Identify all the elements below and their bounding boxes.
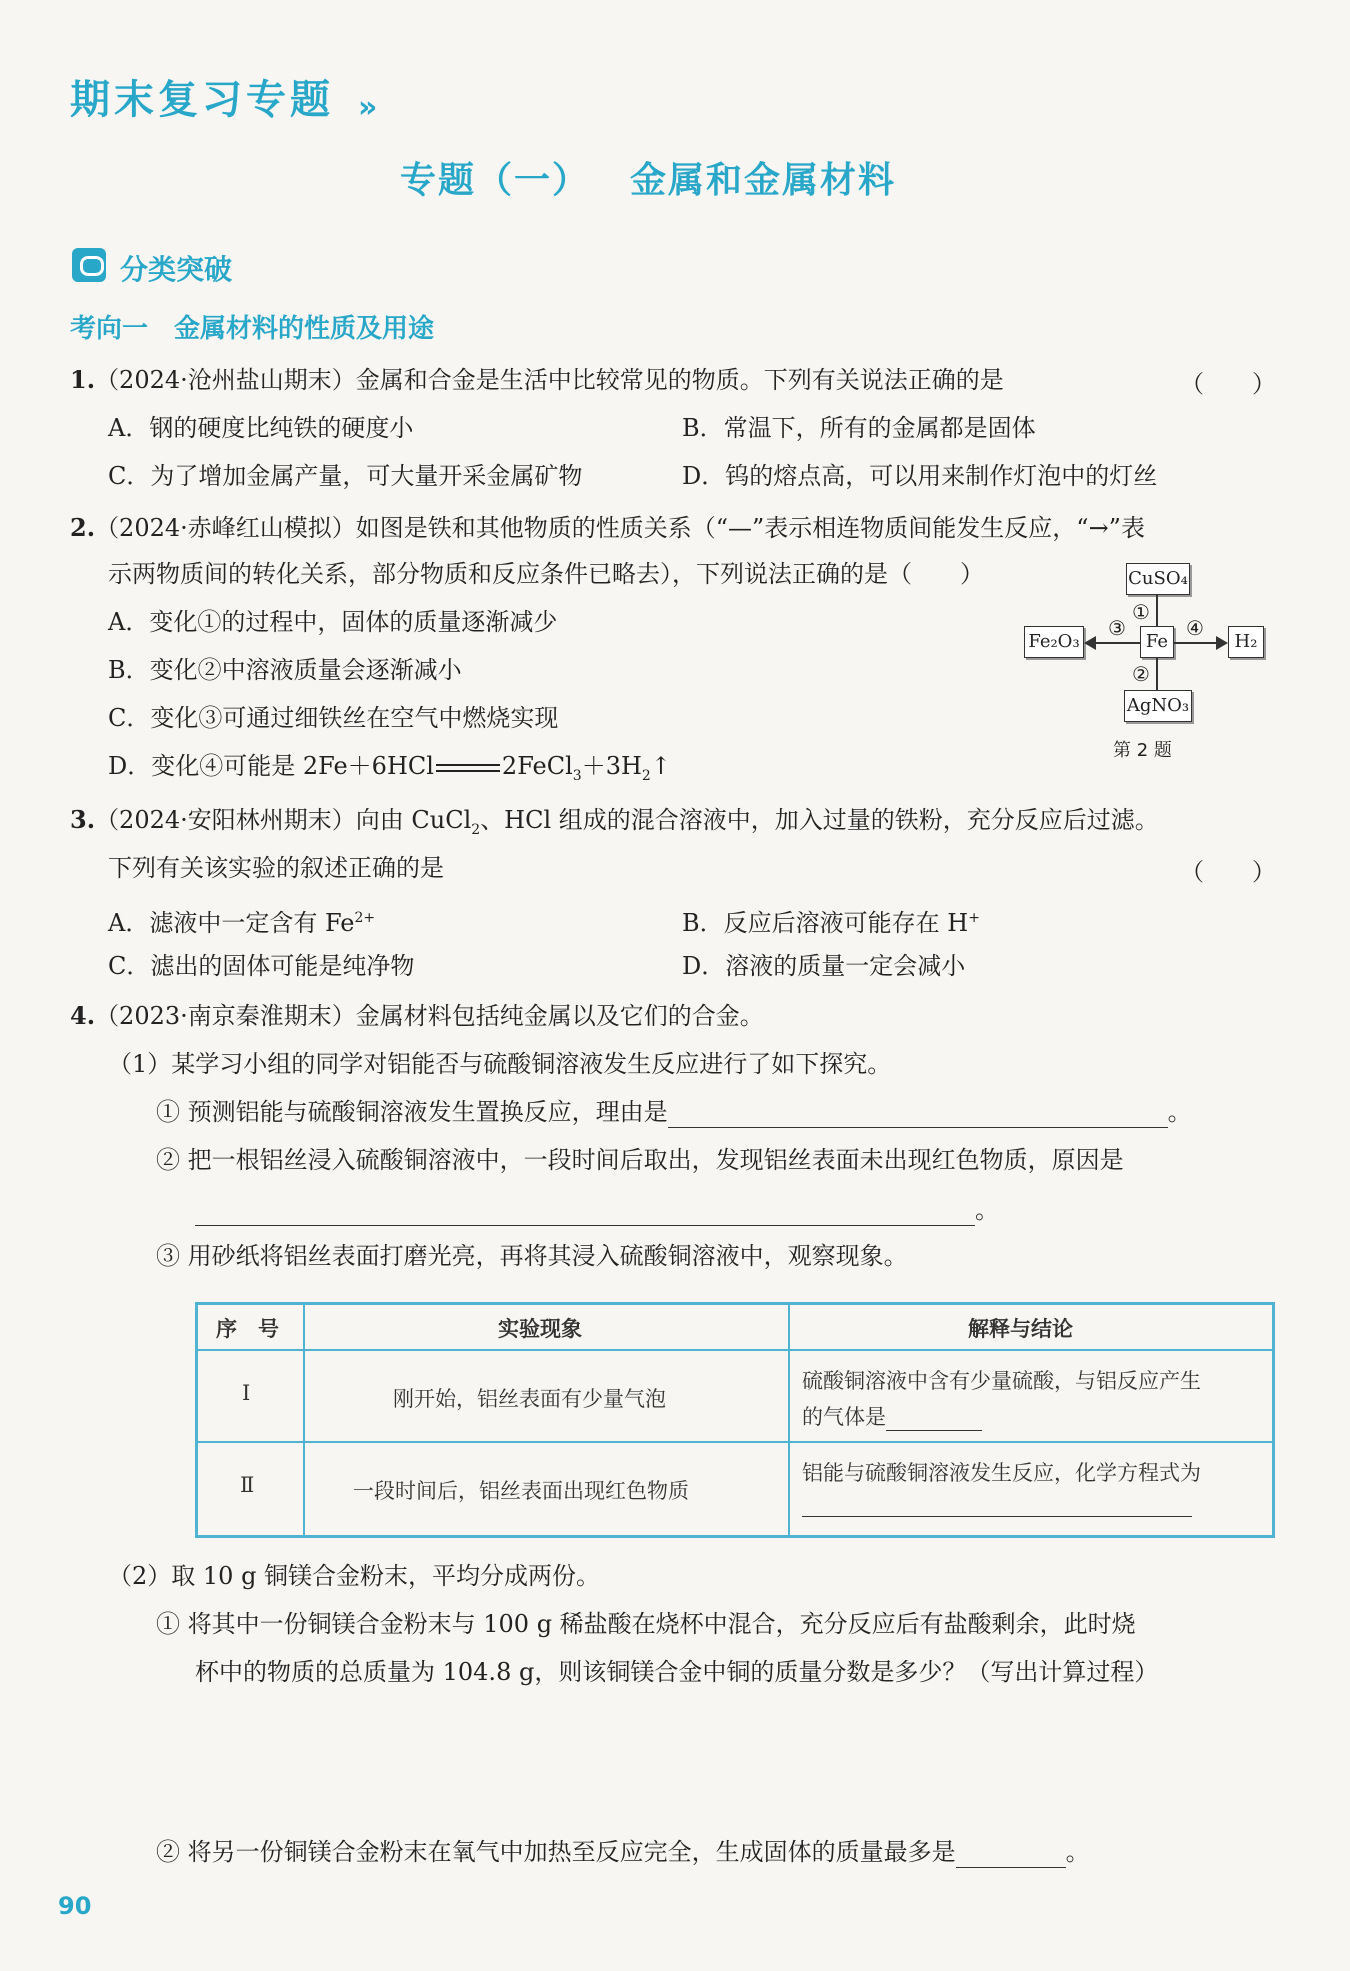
table-header-id: 序 号 [216,1317,279,1341]
q2-d-prefix: D．变化④可能是 2Fe＋6HCl [108,752,434,780]
table-cell-conclusion-2-text: 的气体是 [802,1405,886,1429]
q4-part2-item2-period: 。 [1065,1838,1090,1866]
table-header-phenomenon: 实验现象 [498,1317,582,1341]
q3-stem-line2: 下列有关该实验的叙述正确的是 [108,854,444,882]
q4-part2-item1-line2: 杯中的物质的总质量为 104.8 g，则该铜镁合金中铜的质量分数是多少？（写出计算过程） [195,1658,1159,1686]
calculation-area[interactable] [195,1700,1255,1820]
q2-stem-text1: （2024·赤峰红山模拟）如图是铁和其他物质的性质关系（“—”表示相连物质间能发生反应，“→”表 [95,514,1145,542]
page-number: 90 [58,1892,92,1920]
table-cell-conclusion-1: 铝能与硫酸铜溶液发生反应，化学方程式为 [802,1461,1201,1485]
arrow-right-icon [1216,636,1228,650]
q1-stem-text: （2024·沧州盐山期末）金属和合金是生活中比较常见的物质。下列有关说法正确的是 [95,366,1004,394]
table-cell-phenomenon: 一段时间后，铝丝表面出现红色物质 [353,1479,689,1503]
q3-option-c: C．滤出的固体可能是纯净物 [108,952,415,980]
q1-answer-paren[interactable]: （ ） [1180,370,1276,398]
table-cell-conclusion-2 [802,1401,982,1431]
q4-number: 4. [70,1001,96,1030]
q3-option-b [682,902,980,939]
q3-a-text: A．滤液中一定含有 Fe [108,909,355,937]
q1-number: 1. [70,365,96,394]
q3-a-sup: 2+ [354,910,376,926]
equals-sign [436,764,500,772]
q3-stem-a: （2024·安阳林州期末）向由 CuCl [95,806,472,834]
answer-blank-3[interactable] [956,1842,1066,1868]
q2-stem-line1 [70,512,1145,544]
q2-d-sub2: 2 [641,767,651,784]
q3-number: 3. [70,805,96,834]
table-row [198,1351,1272,1443]
column-divider [788,1305,790,1349]
q1-option-b: B．常温下，所有的金属都是固体 [682,414,1036,442]
experiment-table [195,1302,1275,1538]
column-divider [788,1351,790,1441]
q2-d-plus: ＋3H [581,752,642,780]
diagram-marker-1: ① [1132,600,1150,624]
q4-part1-item1 [156,1096,1192,1128]
diagram-h2: H₂ [1228,626,1264,658]
q2-option-b: B．变化②中溶液质量会逐渐减小 [108,656,462,684]
answer-blank-gas[interactable] [886,1409,982,1431]
answer-blank-2[interactable] [195,1200,975,1226]
table-cell-id: Ⅰ [242,1381,251,1405]
table-cell-conclusion-2 [802,1493,1192,1517]
answer-blank-equation[interactable] [802,1495,1192,1517]
topic-title [400,152,1100,203]
diagram-line-2 [1156,658,1158,690]
q2-d-product: 2FeCl [501,752,573,780]
diagram-caption: 第 2 题 [1113,740,1172,761]
section-label: 分类突破 [120,253,233,286]
q4-part1-item3: ③ 用砂纸将铝丝表面打磨光亮，再将其浸入硫酸铜溶液中，观察现象。 [156,1242,908,1270]
q4-part2-item2-text: ② 将另一份铜镁合金粉末在氧气中加热至反应完全，生成固体的质量最多是 [156,1838,956,1866]
diagram-marker-4: ④ [1186,616,1204,640]
q3-stem-sub: 2 [471,821,481,838]
diagram-marker-3: ③ [1108,616,1126,640]
q4-part1-item2-period: 。 [975,1196,999,1224]
q4-part1-item1-period: 。 [1167,1098,1192,1126]
diagram-cuso4: CuSO₄ [1126,563,1190,595]
table-cell-conclusion-1: 硫酸铜溶液中含有少量硫酸，与铝反应产生 [802,1369,1201,1393]
table-cell-phenomenon: 刚开始，铝丝表面有少量气泡 [393,1387,666,1411]
q3-stem-line1 [70,804,1159,846]
diagram-fe: Fe [1140,626,1174,658]
diagram-fe2o3: Fe₂O₃ [1024,626,1084,658]
table-cell-id: Ⅱ [240,1473,255,1497]
gas-arrow-icon: ↑ [650,752,671,780]
q1-stem [70,364,1004,396]
q2-option-c: C．变化③可通过细铁丝在空气中燃烧实现 [108,704,559,732]
diagram-agno3: AgNO₃ [1124,690,1192,722]
table-header-row [198,1305,1272,1351]
q4-part2: （2）取 10 g 铜镁合金粉末，平均分成两份。 [108,1562,601,1590]
table-header-conclusion: 解释与结论 [968,1317,1073,1341]
column-divider [303,1351,305,1441]
diagram-line-1 [1156,595,1158,626]
q3-b-text: B．反应后溶液可能存在 H [682,909,969,937]
topic-name: 金属和金属材料 [630,159,897,201]
q2-stem-line2: 示两物质间的转化关系，部分物质和反应条件已略去），下列说法正确的是（ ） [108,560,984,588]
q4-part1-item1-text: ① 预测铝能与硫酸铜溶液发生置换反应，理由是 [156,1098,668,1126]
table-row [198,1443,1272,1535]
arrow-left-icon [1084,636,1096,650]
column-divider [303,1305,305,1349]
q2-d-sub3: 3 [572,767,582,784]
diagram-marker-2: ② [1132,662,1150,686]
q3-b-sup: + [968,910,980,926]
q4-part1: （1）某学习小组的同学对铝能否与硫酸铜溶液发生反应进行了如下探究。 [108,1050,892,1078]
q3-answer-paren[interactable]: （ ） [1180,858,1276,886]
section-icon [72,248,106,282]
q2-number: 2. [70,513,96,542]
series-title: 期末复习专题 [70,77,334,123]
q4-part1-item2-answer [195,1194,999,1226]
q2-option-d [108,750,671,792]
q1-option-d: D．钨的熔点高，可以用来制作灯泡中的灯丝 [682,462,1158,490]
q4-stem-text: （2023·南京秦淮期末）金属材料包括纯金属以及它们的合金。 [95,1002,764,1030]
q4-part2-item1-line1: ① 将其中一份铜镁合金粉末与 100 g 稀盐酸在烧杯中混合，充分反应后有盐酸剩余，此时烧 [156,1610,1136,1638]
chevron-icon: » [358,90,378,125]
topic-label: 专题（一） [400,159,591,201]
q4-part2-item2 [156,1836,1090,1868]
column-divider [788,1443,790,1535]
q3-stem-b: 、HCl 组成的混合溶液中，加入过量的铁粉，充分反应后过滤。 [480,806,1159,834]
q3-option-d: D．溶液的质量一定会减小 [682,952,966,980]
q4-stem [70,1000,764,1032]
q3-option-a [108,902,375,939]
q2-option-a: A．变化①的过程中，固体的质量逐渐减少 [108,608,558,636]
direction-label: 考向一 金属材料的性质及用途 [70,314,435,344]
answer-blank-1[interactable] [668,1102,1168,1128]
q1-option-a: A．钢的硬度比纯铁的硬度小 [108,414,414,442]
q1-option-c: C．为了增加金属产量，可大量开采金属矿物 [108,462,583,490]
q4-part1-item2: ② 把一根铝丝浸入硫酸铜溶液中，一段时间后取出，发现铝丝表面未出现红色物质，原因是 [156,1146,1124,1174]
column-divider [303,1443,305,1535]
